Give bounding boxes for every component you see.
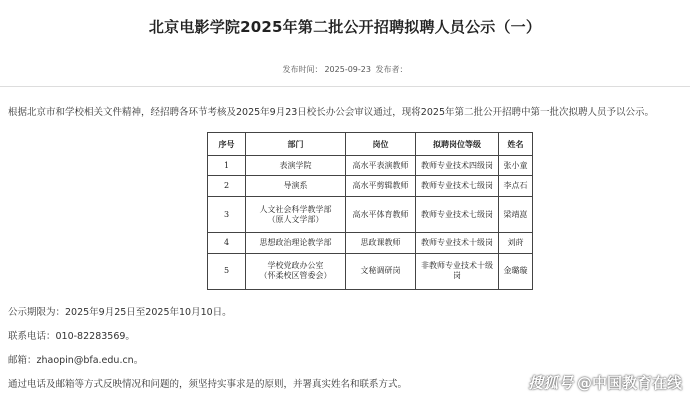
cell-dept (246, 196, 346, 232)
dept-line: 表演学院 (279, 160, 312, 170)
header-post: 岗位 (346, 133, 416, 156)
publicity-period: 公示期限为：2025年9月25日至2025年10月10日。 (8, 307, 232, 318)
cell-name: 金璐璇 (499, 253, 533, 289)
publisher-label: 发布者： (375, 65, 408, 74)
publish-date: 2025-09-23 (324, 65, 371, 74)
dept-line: 人文社会科学教学部 (259, 204, 332, 214)
table-row (208, 233, 533, 253)
dept-line-2: （原人文学部） (267, 214, 324, 224)
cell-dept (246, 253, 346, 289)
page-title: 北京电影学院2025年第二批公开招聘拟聘人员公示（一） (148, 18, 542, 36)
cell-seq: 5 (208, 253, 246, 289)
table-row (208, 176, 533, 196)
cell-grade: 非教师专业技术十级岗 (416, 253, 499, 289)
cell-grade: 教师专业技术七级岗 (416, 176, 499, 196)
header-dept: 部门 (246, 133, 346, 156)
watermark-account: @中国教育在线 (576, 374, 682, 392)
cell-seq: 1 (208, 156, 246, 176)
dept-line: 学校党政办公室 (267, 261, 324, 271)
candidate-table (207, 132, 533, 290)
watermark-brand: 搜狐号 (527, 374, 573, 392)
header-seq: 序号 (208, 133, 246, 156)
cell-dept (246, 176, 346, 196)
feedback-note: 通过电话及邮箱等方式反映情况和问题的，须坚持实事求是的原则，并署真实姓名和联系方式。 (8, 379, 408, 390)
table-row (208, 253, 533, 289)
cell-post: 思政课教师 (346, 233, 416, 253)
cell-grade: 教师专业技术七级岗 (416, 196, 499, 232)
contact-phone: 联系电话：010-82283569。 (8, 331, 135, 342)
contact-email: 邮箱：zhaopin@bfa.edu.cn。 (8, 355, 144, 366)
table-row (208, 196, 533, 232)
cell-dept (246, 156, 346, 176)
cell-seq: 3 (208, 196, 246, 232)
dept-line-2: （怀柔校区管委会） (259, 271, 332, 281)
cell-grade: 教师专业技术十级岗 (416, 233, 499, 253)
cell-name: 张小童 (499, 156, 533, 176)
cell-name: 刘莳 (499, 233, 533, 253)
cell-seq: 4 (208, 233, 246, 253)
publish-date-label: 发布时间： (282, 65, 323, 74)
header-name: 姓名 (499, 133, 533, 156)
cell-name: 梁靖崑 (499, 196, 533, 232)
cell-dept (246, 233, 346, 253)
cell-post: 高水平剪辑教师 (346, 176, 416, 196)
table-header-row (208, 133, 533, 156)
dept-line: 思想政治理论教学部 (259, 237, 332, 247)
cell-post: 高水平体育教师 (346, 196, 416, 232)
watermark (528, 372, 682, 393)
publish-meta (0, 64, 690, 75)
dept-line: 导演系 (283, 181, 308, 191)
table-row (208, 156, 533, 176)
cell-seq: 2 (208, 176, 246, 196)
header-grade: 拟聘岗位等级 (416, 133, 499, 156)
header-divider (0, 86, 690, 87)
intro-paragraph: 根据北京市和学校相关文件精神，经招聘各环节考核及2025年9月23日校长办公会审议通过，现将2025年第二批公开招聘中第一批次拟聘人员予以公示。 (8, 107, 654, 118)
cell-post: 高水平表演教师 (346, 156, 416, 176)
cell-post: 文秘调研岗 (346, 253, 416, 289)
cell-name: 李点石 (499, 176, 533, 196)
cell-grade: 教师专业技术四级岗 (416, 156, 499, 176)
